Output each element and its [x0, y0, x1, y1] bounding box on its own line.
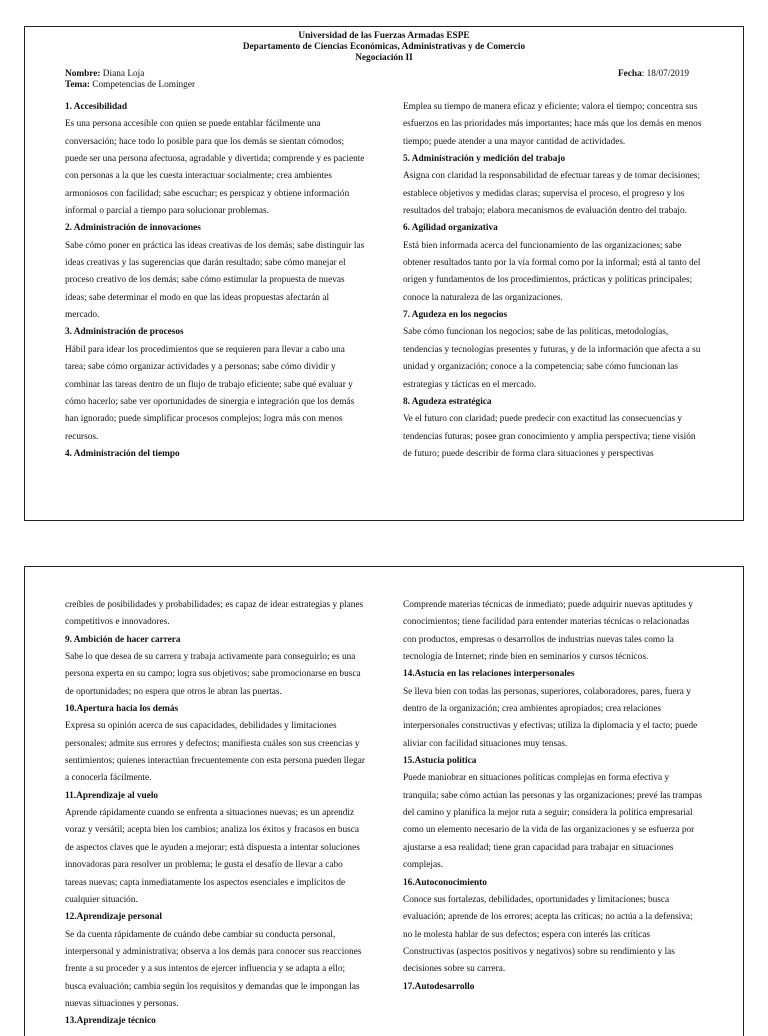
section-heading: 4. Administración del tiempo [65, 448, 180, 459]
section-heading: 13.Aprendizaje técnico [65, 1016, 156, 1027]
section-paragraph: Está bien informada acerca del funcionamiento de las organizaciones; sabe obtener resultados tanto por la vía formal como por la informal; está al tanto del origen y fundamentos de los procedimientos, prácticas y políticas principales; conoce la naturaleza de las organizaciones. [403, 240, 701, 303]
section-paragraph: Asigna con claridad la responsabilidad de efectuar tareas y de tomar decisiones; establece objetivos y medidas claras; supervisa el proceso, el progreso y los resultados del trabajo; elabora mecanismos de evaluación dentro del trabajo. [403, 171, 701, 217]
section-heading: 1. Accesibilidad [65, 102, 127, 112]
section-heading: 7. Agudeza en los negocios [403, 310, 508, 321]
section-paragraph: Es una persona accesible con quien se puede entablar fácilmente una conversación; hace todo lo posible para que los demás se sientan cómodos; puede ser una persona afectuosa, agradable y divertida; comprende y es paciente con personas a la que les cuesta interactuar socialmente; crea ambientes armoniosos con facilidad; sabe escuchar; es perspicaz y obtiene información informal o parcial a tiempo para solucionar problemas. [65, 119, 365, 217]
section-heading: 12.Aprendizaje personal [65, 912, 162, 923]
page-1-columns [65, 99, 703, 463]
section-heading: 15.Astucia política [403, 756, 477, 767]
topic-value: Competencias de Lominger [92, 80, 196, 90]
section-paragraph: Comprende materias técnicas de inmediato; puede adquirir nuevas aptitudes y conocimientos; tiene facilidad para entender materias técnicas o relacionadas con productos, empresas o desarrollos de industrias nuevas tales como la tecnología de Internet; rinde bien en seminarios y cursos técnicos. [403, 600, 693, 663]
section-paragraph: Se da cuenta rápidamente de cuándo debe cambiar su conducta personal, interpersonal y administrativa; observa a los demás para conocer sus reacciones frente a su proceder y a sus intentos de ejercer influencia y se adapta a ello; busca evaluación; cambia según los requisitos y demandas que le impongan las nuevas situaciones y personas. [65, 929, 362, 1009]
page-2-columns [65, 597, 703, 1031]
department-name: Departamento de Ciencias Económicas, Administrativas y de Comercio [242, 42, 526, 52]
section-paragraph: Sabe cómo funcionan los negocios; sabe de las políticas, metodologías, tendencias y tecnologías presentes y futuras, y de la información que afecta a su unidad y organización; conoce a la competencia; sabe cómo funcionan las estrategias y tácticas en el mercado. [403, 327, 701, 390]
section-heading: 6. Agilidad organizativa [403, 223, 498, 234]
section-heading: 9. Ambición de hacer carrera [65, 634, 181, 645]
section-heading: 8. Agudeza estratégica [403, 396, 492, 407]
section-paragraph: Ve el futuro con claridad; puede predecir con exactitud las consecuencias y tendencias futuras; posee gran conocimiento y amplia perspectiva; tiene visión de futuro; puede describir de forma clara situaciones y perspectivas [403, 414, 696, 459]
section-heading: 3. Administración de procesos [65, 327, 184, 338]
section-paragraph: Se lleva bien con todas las personas, superiores, colaboradores, pares, fuera y dentro de la organización; crea ambientes apropiados; crea relaciones interpersonales constructivas y efectivas; utiliza la diplomacia y el tacto; puede aliviar con facilidad situaciones muy tensas. [403, 686, 698, 749]
right-column [403, 597, 703, 1031]
section-paragraph: Sabe lo que desea de su carrera y trabaja activamente para conseguirlo; es una persona experta en su campo; logra sus objetivos; sabe promocionarse en busca de oportunidades; no espera que otros le abran las puertas. [65, 652, 361, 697]
left-column [65, 597, 365, 1031]
document-page-2 [24, 566, 744, 1036]
date-value: : 18/07/2019 [641, 69, 689, 79]
document-page-1 [24, 26, 744, 521]
section-heading: 10.Apertura hacia los demás [65, 704, 179, 715]
section-heading: 2. Administración de innovaciones [65, 223, 201, 234]
left-column [65, 99, 365, 463]
right-column [403, 99, 703, 463]
topic-line [65, 80, 703, 91]
section-paragraph: Emplea su tiempo de manera eficaz y eficiente; valora el tiempo; concentra sus esfuerzos en las prioridades más importantes; hace más que los demás en menos tiempo; puede atender a una mayor cantidad de actividades. [403, 102, 702, 147]
section-heading: 17.Autodesarrollo [403, 981, 475, 992]
document-header [25, 27, 743, 64]
university-name: Universidad de las Fuerzas Armadas ESPE [298, 31, 470, 41]
section-paragraph: Conoce sus fortalezas, debilidades, oportunidades y limitaciones; busca evaluación; aprende de los errores; acepta las críticas; no actúa a la defensiva; no le molesta hablar de sus defectos; espera con interés las críticas Constructivas (aspectos positivos y negativos) sobre su rendimiento y las decisiones sobre su carrera. [403, 894, 693, 975]
section-heading: 14.Astucia en las relaciones interpersonales [403, 669, 575, 680]
section-heading: 11.Aprendizaje al vuelo [65, 790, 159, 801]
topic-label: Tema: [65, 80, 90, 90]
course-name: Negociación II [355, 53, 413, 63]
name-label: Nombre: [65, 69, 101, 79]
section-paragraph: Aprende rápidamente cuando se enfrenta a situaciones nuevas; es un aprendiz voraz y versátil; acepta bien los cambios; analiza los éxitos y fracasos en busca de aspectos claves que le ayuden a mejorar; está dispuesta a intentar soluciones innovadoras para resolver un problema; le gusta el desafío de llevar a cabo tareas nuevas; capta inmediatamente los aspectos esenciales e implícitos de cualquier situación. [65, 808, 360, 905]
date-line [618, 69, 689, 80]
section-paragraph: Expresa su opinión acerca de sus capacidades, debilidades y limitaciones personales; admite sus errores y defectos; manifiesta cuáles son sus creencias y sentimientos; quienes interactúan frecuentemente con esta persona pueden llegar a conocerla fácilmente. [65, 721, 365, 784]
name-value: Diana Loja [102, 69, 145, 79]
section-paragraph: Hábil para idear los procedimientos que se requieren para llevar a cabo una tarea; sabe cómo organizar actividades y a personas; sabe cómo dividir y combinar las tareas dentro de un flujo de trabajo eficiente; sabe qué evaluar y cómo hacerlo; sabe ver oportunidades de sinergia e integración que los demás han ignorado; puede simplificar procesos complejos; logra más con menos recursos. [65, 344, 355, 442]
section-paragraph: Puede maniobrar en situaciones políticas complejas en forma efectiva y tranquila; sabe cómo actúan las personas y las organizaciones; prevé las trampas del camino y planifica la mejor ruta a seguir; considera la política empresarial como un elemento necesario de la vida de las organizaciones y se esfuerza por ajustarse a esa realidad; tiene gran capacidad para trabajar en situaciones complejas. [403, 773, 703, 871]
name-line [65, 69, 703, 80]
section-paragraph: creíbles de posibilidades y probabilidades; es capaz de idear estrategias y planes competitivos e innovadores. [65, 600, 364, 628]
section-paragraph: Sabe cómo poner en práctica las ideas creativas de los demás; sabe distinguir las ideas creativas y las sugerencias que darán resultado; sabe cómo manejar el proceso creativo de los demás; sabe cómo estimular la propuesta de nuevas ideas; sabe determinar el modo en que las ideas propuestas afectarán al mercado. [65, 240, 365, 321]
date-label: Fecha [617, 69, 642, 79]
section-heading: 5. Administración y medición del trabajo [403, 154, 566, 165]
section-heading: 16.Autoconocimiento [403, 877, 487, 888]
document-meta [65, 69, 703, 91]
